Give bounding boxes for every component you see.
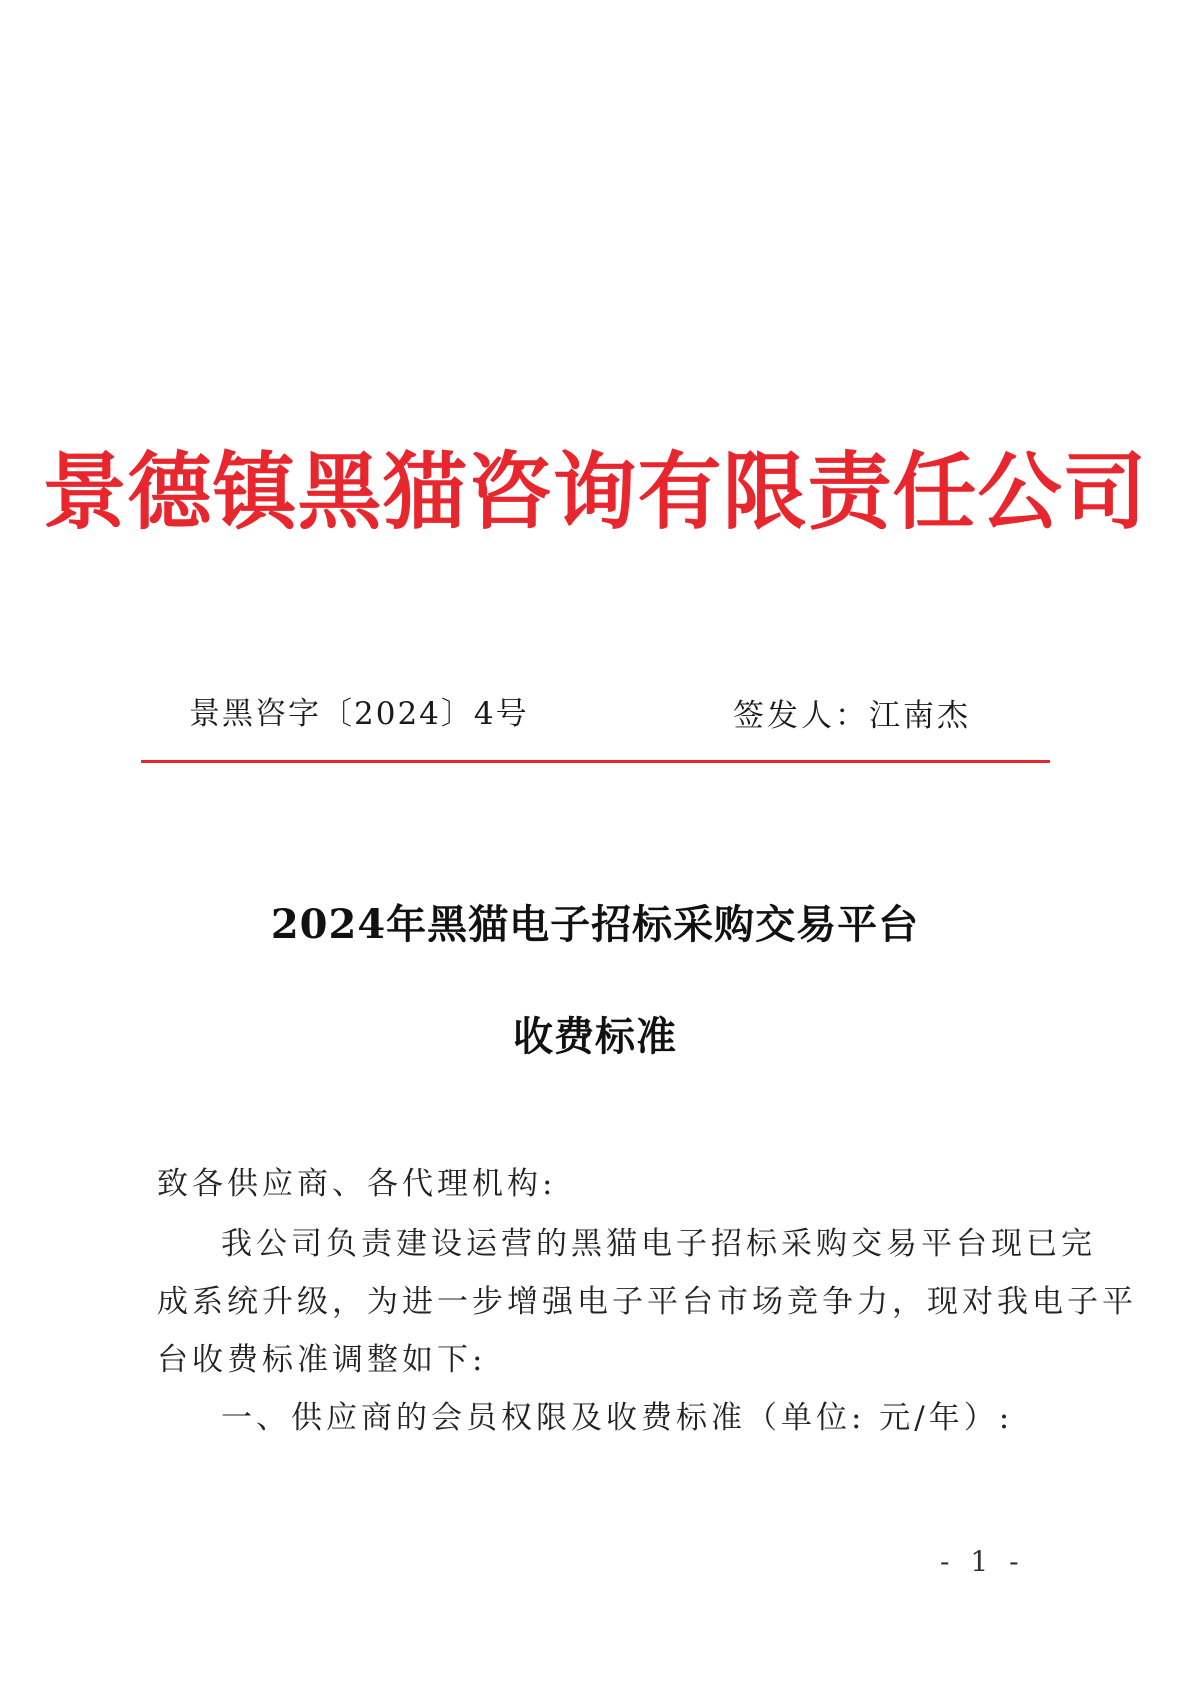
page-number: - 1 - <box>940 1545 1025 1578</box>
company-letterhead: 景德镇黑猫咨询有限责任公司 <box>42 443 1148 541</box>
body-paragraph-line: 台收费标准调整如下: <box>157 1342 487 1378</box>
section-heading: 一、供应商的会员权限及收费标准（单位: 元/年）: <box>221 1400 1014 1436</box>
body-paragraph-line: 我公司负责建设运营的黑猫电子招标采购交易平台现已完 <box>221 1226 1096 1262</box>
document-title-line-2: 收费标准 <box>513 1013 677 1060</box>
red-divider-line <box>141 760 1050 763</box>
document-number: 景黑咨字〔2024〕4号 <box>189 696 529 732</box>
document-title-line-1: 2024年黑猫电子招标采购交易平台 <box>270 901 920 948</box>
issuer-signature-line: 签发人：江南杰 <box>733 698 971 734</box>
body-paragraph-line: 成系统升级，为进一步增强电子平台市场竞争力，现对我电子平 <box>157 1284 1137 1320</box>
salutation: 致各供应商、各代理机构: <box>157 1166 557 1202</box>
